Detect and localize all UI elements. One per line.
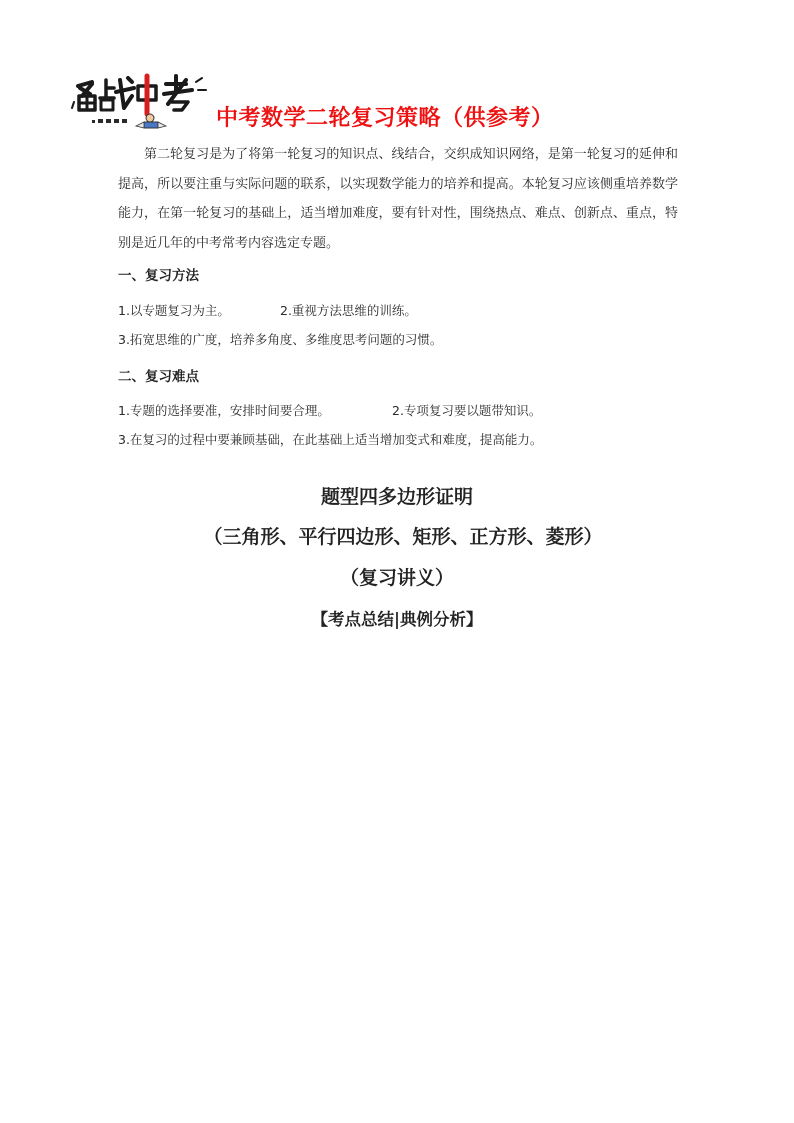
topic-tag: 【考点总结|典例分析】 [311, 610, 483, 629]
methods-item-2: 2.重视方法思维的训练。 [280, 303, 417, 318]
methods-item-1: 1.以专题复习为主。 [118, 303, 230, 318]
difficulties-item-3: 3.在复习的过程中要兼顾基础，在此基础上适当增加变式和难度，提高能力。 [118, 432, 543, 447]
logo-graphic [70, 72, 210, 132]
logo [70, 72, 210, 132]
difficulties-item-1: 1.专题的选择要准，安排时间要合理。 [118, 403, 330, 418]
difficulties-item-2: 2.专项复习要以题带知识。 [392, 403, 542, 418]
intro-paragraph: 第二轮复习是为了将第一轮复习的知识点、线结合，交织成知识网络，是第一轮复习的延伸和提高，所以要注重与实际问题的联系，以实现数学能力的培养和提高。本轮复习应该侧重培养数学能力，在第一轮复习的基础上，适当增加难度，要有针对性，围绕热点、难点、创新点、重点，特别是近几年的中考常考内容选定专题。 [118, 147, 678, 251]
topic-lecture-label: （复习讲义） [339, 567, 454, 589]
topic-subtitle: （三角形、平行四边形、矩形、正方形、菱形） [203, 526, 603, 548]
section-heading-methods: 一、复习方法 [118, 268, 199, 284]
section-heading-difficulties: 二、复习难点 [118, 369, 199, 385]
topic-title: 题型四多边形证明 [320, 486, 473, 508]
document-title: 中考数学二轮复习策略（供参考） [216, 106, 554, 131]
methods-item-3: 3.拓宽思维的广度，培养多角度、多维度思考问题的习惯。 [118, 332, 443, 347]
